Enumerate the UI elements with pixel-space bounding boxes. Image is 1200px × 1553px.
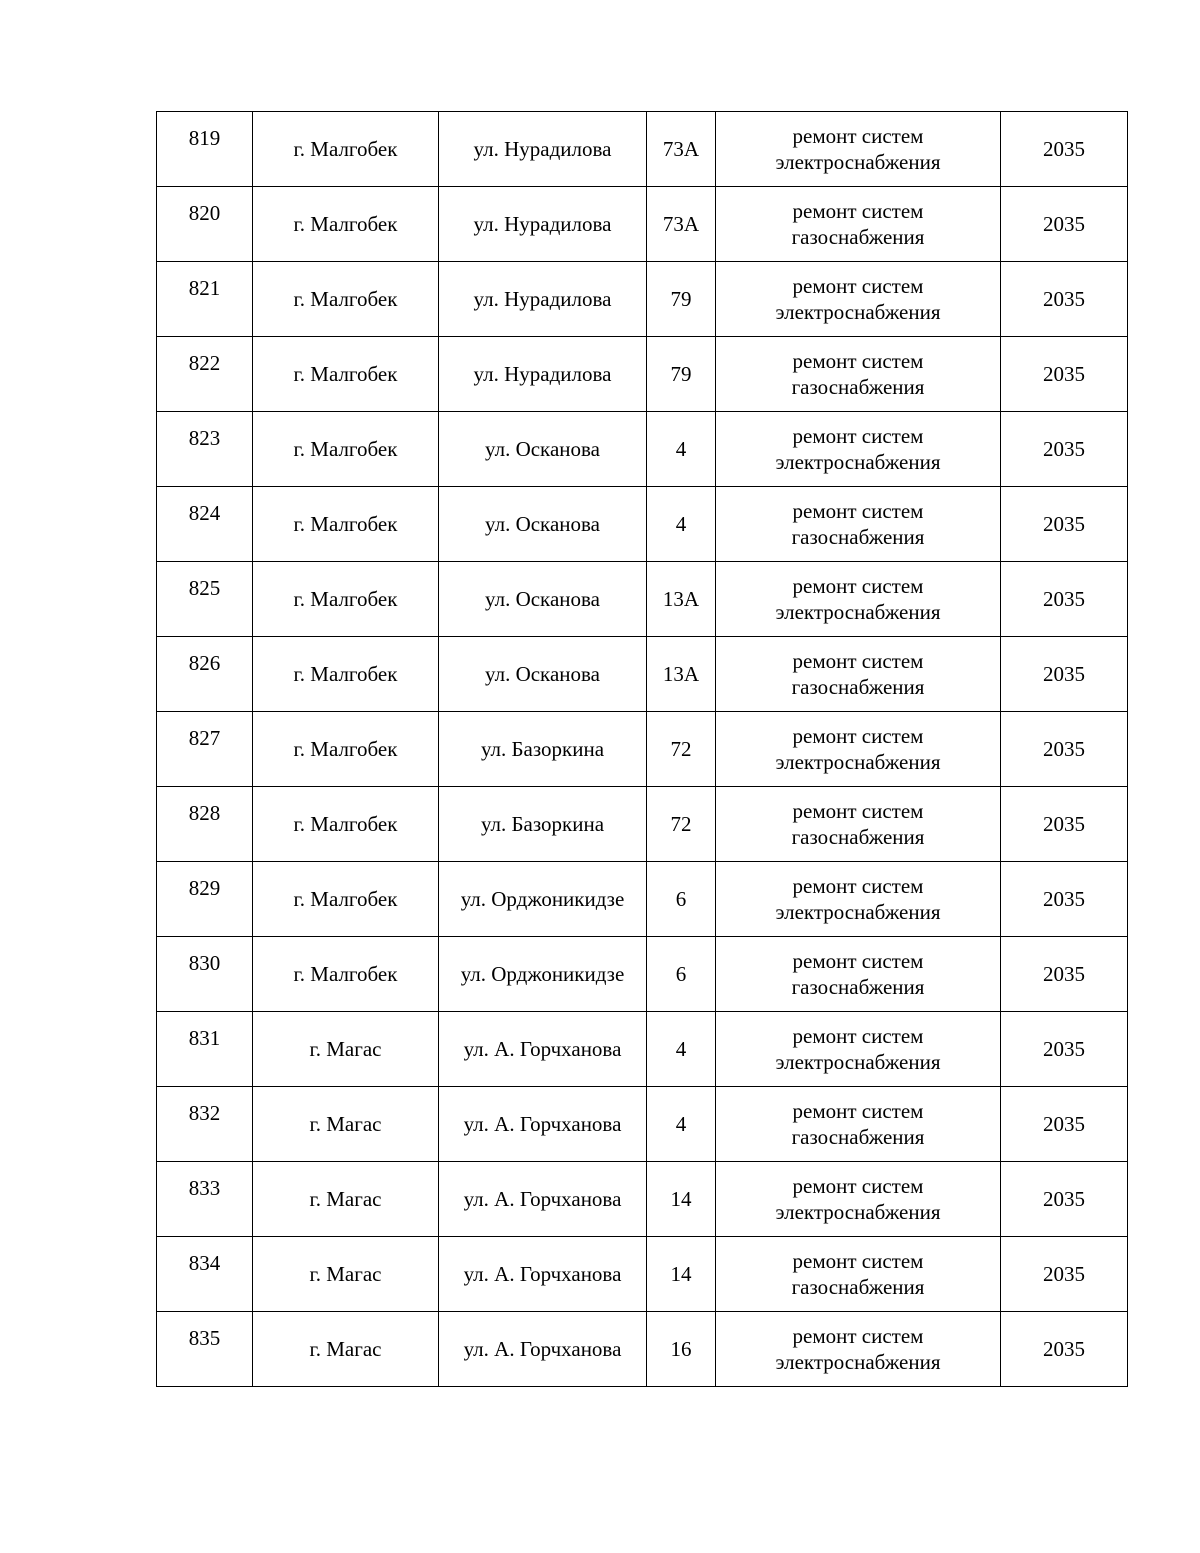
house-cell: 79	[647, 262, 716, 337]
work-type-cell	[716, 1087, 1001, 1162]
table-row	[157, 187, 1128, 262]
street-cell: ул. Осканова	[439, 412, 647, 487]
work-type-line-2: газоснабжения	[791, 1275, 925, 1299]
table-row	[157, 1237, 1128, 1312]
row-number: 827	[157, 712, 253, 787]
work-type-cell	[716, 937, 1001, 1012]
house-cell: 6	[647, 937, 716, 1012]
work-type-line-2: газоснабжения	[791, 975, 925, 999]
city-cell: г. Малгобек	[253, 337, 439, 412]
work-type-line-2: электроснабжения	[775, 750, 941, 774]
street-cell: ул. А. Горчханова	[439, 1237, 647, 1312]
year-cell: 2035	[1001, 1162, 1128, 1237]
work-type-line-1: ремонт систем	[792, 1099, 924, 1123]
row-number: 826	[157, 637, 253, 712]
row-number: 825	[157, 562, 253, 637]
work-type-line-2: электроснабжения	[775, 1200, 941, 1224]
house-cell: 14	[647, 1162, 716, 1237]
street-cell: ул. А. Горчханова	[439, 1087, 647, 1162]
city-cell: г. Магас	[253, 1162, 439, 1237]
row-number: 833	[157, 1162, 253, 1237]
table-row	[157, 562, 1128, 637]
city-cell: г. Малгобек	[253, 487, 439, 562]
work-type-cell	[716, 337, 1001, 412]
street-cell: ул. Базоркина	[439, 787, 647, 862]
work-type-line-2: электроснабжения	[775, 1050, 941, 1074]
city-cell: г. Малгобек	[253, 112, 439, 187]
work-type-line-2: электроснабжения	[775, 300, 941, 324]
house-cell: 72	[647, 787, 716, 862]
work-type-cell	[716, 262, 1001, 337]
table-row	[157, 1087, 1128, 1162]
work-type-line-1: ремонт систем	[792, 199, 924, 223]
city-cell: г. Малгобек	[253, 862, 439, 937]
work-type-cell	[716, 187, 1001, 262]
work-type-line-1: ремонт систем	[792, 124, 924, 148]
street-cell: ул. А. Горчханова	[439, 1012, 647, 1087]
city-cell: г. Малгобек	[253, 412, 439, 487]
table-row	[157, 337, 1128, 412]
work-type-cell	[716, 562, 1001, 637]
row-number: 831	[157, 1012, 253, 1087]
house-cell: 4	[647, 412, 716, 487]
row-number: 823	[157, 412, 253, 487]
street-cell: ул. Нурадилова	[439, 337, 647, 412]
city-cell: г. Магас	[253, 1012, 439, 1087]
table-row	[157, 637, 1128, 712]
work-type-cell	[716, 1012, 1001, 1087]
house-cell: 4	[647, 1087, 716, 1162]
work-type-line-1: ремонт систем	[792, 874, 924, 898]
street-cell: ул. Базоркина	[439, 712, 647, 787]
work-type-line-2: газоснабжения	[791, 375, 925, 399]
table-row	[157, 1012, 1128, 1087]
work-type-line-1: ремонт систем	[792, 649, 924, 673]
city-cell: г. Малгобек	[253, 937, 439, 1012]
house-cell: 79	[647, 337, 716, 412]
house-cell: 16	[647, 1312, 716, 1387]
city-cell: г. Малгобек	[253, 787, 439, 862]
work-type-line-1: ремонт систем	[792, 1024, 924, 1048]
work-type-cell	[716, 412, 1001, 487]
work-type-line-1: ремонт систем	[792, 1324, 924, 1348]
table-row	[157, 112, 1128, 187]
year-cell: 2035	[1001, 1087, 1128, 1162]
year-cell: 2035	[1001, 187, 1128, 262]
city-cell: г. Магас	[253, 1237, 439, 1312]
city-cell: г. Магас	[253, 1087, 439, 1162]
table-row	[157, 1312, 1128, 1387]
work-type-line-2: газоснабжения	[791, 225, 925, 249]
year-cell: 2035	[1001, 712, 1128, 787]
city-cell: г. Малгобек	[253, 712, 439, 787]
year-cell: 2035	[1001, 412, 1128, 487]
table-body	[157, 112, 1128, 1387]
house-cell: 73А	[647, 187, 716, 262]
work-type-line-1: ремонт систем	[792, 724, 924, 748]
year-cell: 2035	[1001, 562, 1128, 637]
table-row	[157, 712, 1128, 787]
work-type-line-2: электроснабжения	[775, 900, 941, 924]
row-number: 834	[157, 1237, 253, 1312]
work-type-cell	[716, 1312, 1001, 1387]
street-cell: ул. Орджоникидзе	[439, 937, 647, 1012]
street-cell: ул. Нурадилова	[439, 262, 647, 337]
row-number: 819	[157, 112, 253, 187]
row-number: 835	[157, 1312, 253, 1387]
work-type-line-2: газоснабжения	[791, 825, 925, 849]
row-number: 820	[157, 187, 253, 262]
row-number: 830	[157, 937, 253, 1012]
work-type-line-1: ремонт систем	[792, 349, 924, 373]
street-cell: ул. А. Горчханова	[439, 1162, 647, 1237]
street-cell: ул. Осканова	[439, 562, 647, 637]
work-type-cell	[716, 862, 1001, 937]
city-cell: г. Малгобек	[253, 187, 439, 262]
city-cell: г. Малгобек	[253, 262, 439, 337]
house-cell: 6	[647, 862, 716, 937]
row-number: 821	[157, 262, 253, 337]
year-cell: 2035	[1001, 1312, 1128, 1387]
house-cell: 13А	[647, 562, 716, 637]
year-cell: 2035	[1001, 637, 1128, 712]
house-cell: 72	[647, 712, 716, 787]
table-row	[157, 412, 1128, 487]
year-cell: 2035	[1001, 487, 1128, 562]
table-row	[157, 1162, 1128, 1237]
work-type-cell	[716, 487, 1001, 562]
city-cell: г. Магас	[253, 1312, 439, 1387]
work-type-cell	[716, 112, 1001, 187]
house-cell: 13А	[647, 637, 716, 712]
work-type-cell	[716, 787, 1001, 862]
table-row	[157, 862, 1128, 937]
repair-schedule-table	[156, 111, 1128, 1387]
work-type-line-1: ремонт систем	[792, 274, 924, 298]
year-cell: 2035	[1001, 112, 1128, 187]
row-number: 828	[157, 787, 253, 862]
year-cell: 2035	[1001, 337, 1128, 412]
work-type-line-1: ремонт систем	[792, 1249, 924, 1273]
street-cell: ул. Орджоникидзе	[439, 862, 647, 937]
work-type-line-1: ремонт систем	[792, 574, 924, 598]
row-number: 822	[157, 337, 253, 412]
work-type-cell	[716, 1162, 1001, 1237]
work-type-line-2: газоснабжения	[791, 525, 925, 549]
table-row	[157, 487, 1128, 562]
year-cell: 2035	[1001, 1237, 1128, 1312]
table-row	[157, 262, 1128, 337]
year-cell: 2035	[1001, 1012, 1128, 1087]
street-cell: ул. Нурадилова	[439, 112, 647, 187]
house-cell: 14	[647, 1237, 716, 1312]
year-cell: 2035	[1001, 787, 1128, 862]
house-cell: 73А	[647, 112, 716, 187]
work-type-line-2: газоснабжения	[791, 1125, 925, 1149]
street-cell: ул. Нурадилова	[439, 187, 647, 262]
street-cell: ул. А. Горчханова	[439, 1312, 647, 1387]
work-type-line-2: газоснабжения	[791, 675, 925, 699]
street-cell: ул. Осканова	[439, 487, 647, 562]
work-type-line-1: ремонт систем	[792, 799, 924, 823]
row-number: 829	[157, 862, 253, 937]
street-cell: ул. Осканова	[439, 637, 647, 712]
house-cell: 4	[647, 1012, 716, 1087]
work-type-line-2: электроснабжения	[775, 1350, 941, 1374]
table-row	[157, 787, 1128, 862]
work-type-line-1: ремонт систем	[792, 1174, 924, 1198]
city-cell: г. Малгобек	[253, 562, 439, 637]
city-cell: г. Малгобек	[253, 637, 439, 712]
work-type-line-1: ремонт систем	[792, 949, 924, 973]
work-type-cell	[716, 712, 1001, 787]
work-type-cell	[716, 637, 1001, 712]
work-type-line-1: ремонт систем	[792, 499, 924, 523]
work-type-line-1: ремонт систем	[792, 424, 924, 448]
year-cell: 2035	[1001, 862, 1128, 937]
work-type-line-2: электроснабжения	[775, 450, 941, 474]
year-cell: 2035	[1001, 937, 1128, 1012]
row-number: 832	[157, 1087, 253, 1162]
work-type-cell	[716, 1237, 1001, 1312]
work-type-line-2: электроснабжения	[775, 150, 941, 174]
year-cell: 2035	[1001, 262, 1128, 337]
work-type-line-2: электроснабжения	[775, 600, 941, 624]
table-row	[157, 937, 1128, 1012]
row-number: 824	[157, 487, 253, 562]
house-cell: 4	[647, 487, 716, 562]
